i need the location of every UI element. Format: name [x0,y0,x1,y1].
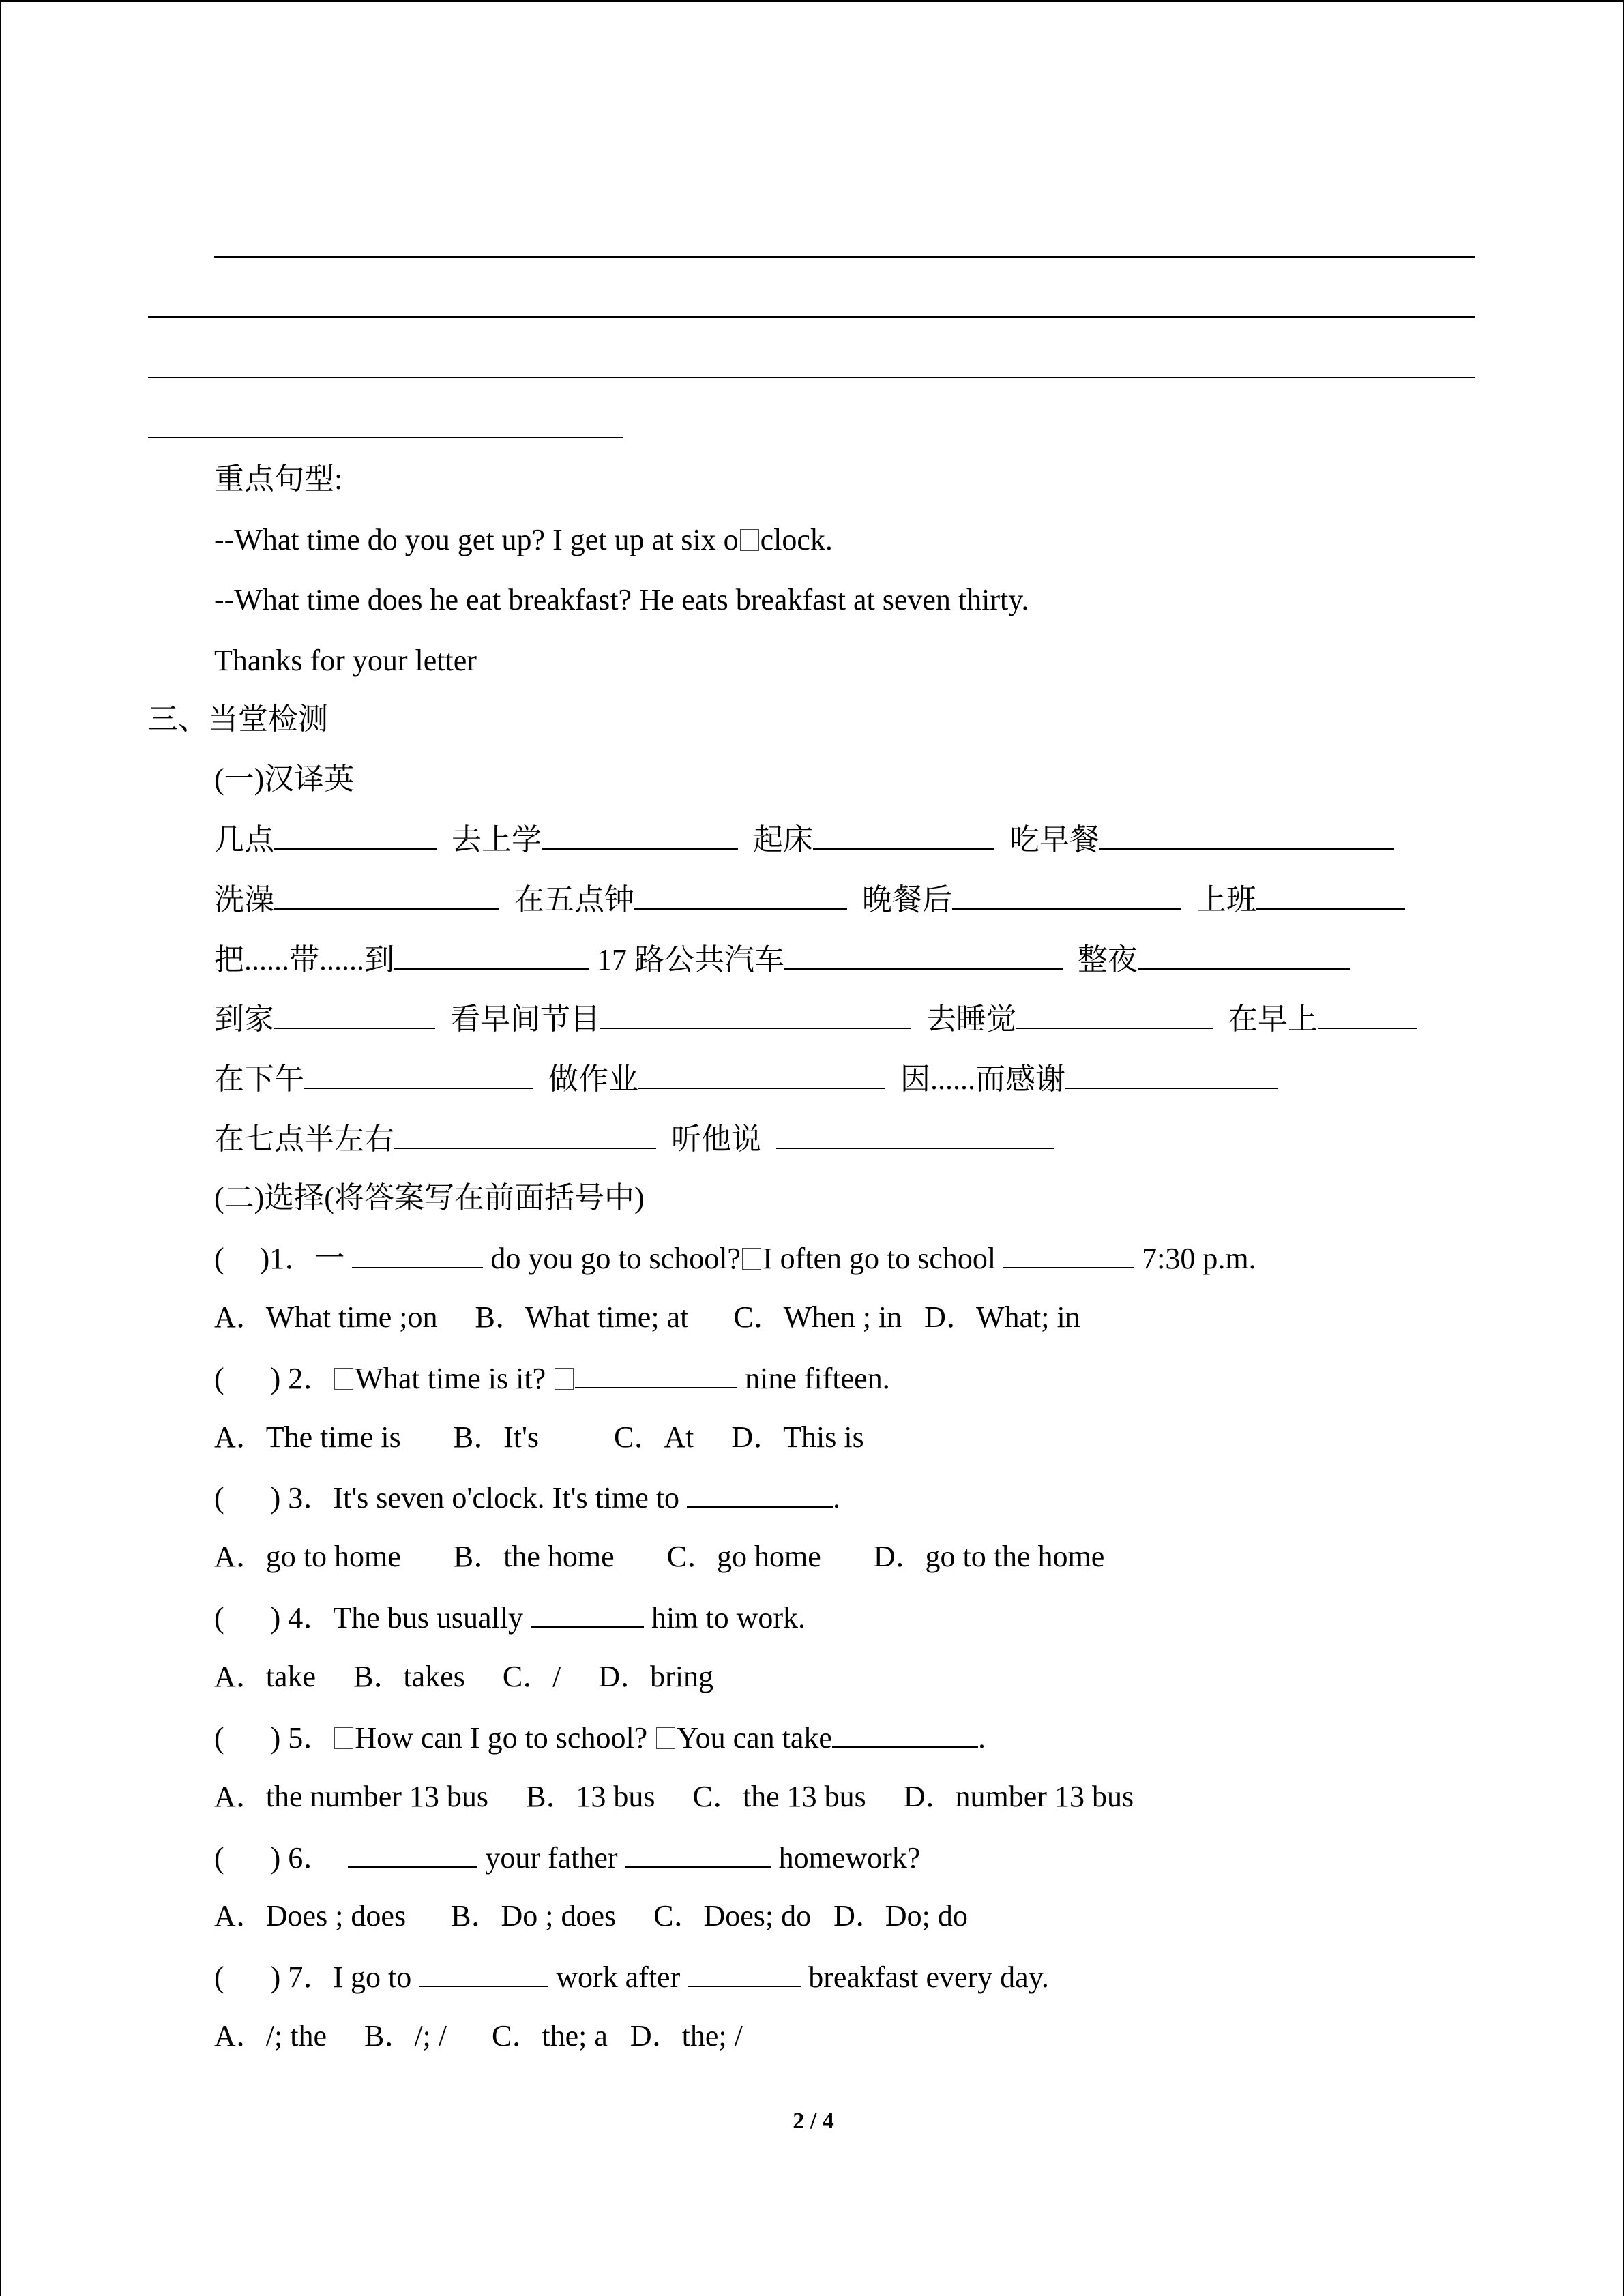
question-number: ) 7． [270,1960,334,1994]
question-text: breakfast every day. [808,1960,1049,1994]
option-c[interactable]: C．At [614,1420,694,1454]
answer-blank[interactable] [1256,878,1405,910]
answer-slot[interactable] [224,1598,271,1628]
fill-blank[interactable] [575,1357,737,1388]
question-1-options [214,1297,1080,1338]
term: 在七点半左右 [214,1122,394,1156]
answer-blank[interactable] [1138,938,1350,970]
question-2-options [214,1417,864,1458]
answer-blank[interactable] [952,878,1181,910]
term: 上班 [1196,883,1256,916]
option-b[interactable]: B．13 bus [526,1780,655,1813]
option-d[interactable]: D．What; in [924,1300,1080,1334]
term: 听他说 [671,1122,761,1156]
question-text: How can I go to school? [355,1721,648,1755]
answer-blank[interactable] [394,938,589,970]
missing-glyph-box [740,529,759,551]
option-a[interactable]: A．/; the [214,2019,327,2053]
term: 起床 [753,823,813,856]
writing-line [148,377,1475,378]
answer-blank[interactable] [274,998,435,1029]
term: 把......带......到 [214,943,394,976]
writing-line [148,316,1475,318]
answer-paren: ( [214,1721,224,1755]
answer-slot[interactable] [224,1238,260,1268]
option-b[interactable]: B．It's [453,1420,540,1454]
translation-row-5 [214,1058,1278,1100]
translation-row-3 [214,938,1350,981]
term: 17 路公共汽车 [597,943,784,976]
term: 在下午 [214,1062,304,1096]
option-a[interactable]: A．What time ;on [214,1300,438,1334]
question-text: your father [485,1841,618,1875]
option-b[interactable]: B．the home [453,1540,615,1573]
question-number: ) 6． [270,1841,334,1875]
dash: 一 [314,1242,345,1275]
question-7-options [214,2016,743,2057]
answer-blank[interactable] [1016,998,1213,1029]
question-text: 7:30 p.m. [1142,1242,1256,1275]
term: 晚餐后 [862,883,952,916]
answer-slot[interactable] [224,1838,271,1868]
question-text: homework? [778,1841,921,1875]
writing-line [214,256,1475,258]
answer-blank[interactable] [1065,1058,1278,1089]
missing-glyph-box [656,1727,675,1749]
key-sentence-1-end: clock. [760,523,833,556]
answer-blank[interactable] [274,878,499,910]
term: 去上学 [452,823,542,856]
question-5-options [214,1776,1134,1817]
question-text: . [833,1481,840,1515]
answer-blank[interactable] [776,1118,1054,1149]
option-c[interactable]: C．Does; do [653,1899,812,1933]
question-number: ) 5． [270,1721,334,1755]
answer-blank[interactable] [638,1058,885,1089]
question-text: . [977,1721,986,1755]
option-c[interactable]: C．the 13 bus [692,1780,866,1813]
question-text: nine fifteen. [745,1362,890,1395]
translation-row-2 [214,878,1405,921]
answer-blank[interactable] [600,998,911,1029]
part-1-title: (一)汉译英 [214,762,355,796]
missing-glyph-box [555,1368,574,1390]
key-sentence-1 [214,520,833,561]
translation-row-6 [214,1118,1054,1160]
term: 在五点钟 [514,883,634,916]
question-text: You can take [677,1721,832,1755]
question-3 [214,1476,840,1519]
term: 看早间节目 [450,1002,600,1036]
writing-line [148,437,623,438]
option-b[interactable]: B．What time; at [475,1300,689,1334]
missing-glyph-box [334,1727,353,1749]
fill-blank[interactable] [832,1716,978,1748]
answer-blank[interactable] [304,1058,533,1089]
fill-blank[interactable] [419,1956,548,1987]
answer-slot[interactable] [224,1358,271,1388]
key-sentence-1-text: --What time do you get up? I get up at six o [214,523,739,556]
option-c[interactable]: C．the; a [492,2019,608,2053]
answer-paren: ( [214,1601,224,1635]
answer-blank[interactable] [1099,818,1394,850]
fill-blank[interactable] [1003,1237,1134,1268]
answer-slot[interactable] [224,1478,271,1508]
fill-blank[interactable] [352,1237,483,1268]
fill-blank[interactable] [625,1836,771,1868]
option-d[interactable]: D．number 13 bus [903,1780,1134,1813]
missing-glyph-box [334,1368,353,1390]
question-4-options [214,1656,713,1697]
question-text: I go to [333,1960,412,1994]
term: 因......而感谢 [900,1062,1065,1096]
option-d[interactable]: D．Do; do [833,1899,968,1933]
question-number: ) 4． [270,1601,334,1635]
option-d[interactable]: D．This is [731,1420,864,1454]
answer-slot[interactable] [224,1718,271,1748]
fill-blank[interactable] [348,1836,477,1868]
question-text: The bus usually [333,1601,523,1635]
option-a[interactable]: A．Does ; does [214,1899,407,1933]
option-d[interactable]: D．bring [598,1660,714,1693]
answer-blank[interactable] [1318,998,1417,1029]
question-text: What time is it? [355,1362,546,1395]
translation-row-1 [214,818,1394,861]
question-text: work after [556,1960,681,1994]
option-d[interactable]: D．go to the home [873,1540,1105,1573]
translation-row-4 [214,998,1417,1040]
option-b[interactable]: B．takes [353,1660,465,1693]
answer-blank[interactable] [542,818,738,850]
question-6 [214,1836,920,1879]
option-b[interactable]: B．/; / [364,2019,447,2053]
term: 到家 [214,1002,274,1036]
question-6-options [214,1896,968,1937]
option-c[interactable]: C．go home [666,1540,821,1573]
part-2-title: (二)选择(将答案写在前面括号中) [214,1181,645,1214]
question-5 [214,1716,986,1759]
question-number: ) 3． [270,1481,334,1515]
answer-blank[interactable] [634,878,847,910]
answer-blank[interactable] [274,818,437,850]
answer-paren: ( [214,1841,224,1875]
fill-blank[interactable] [688,1956,801,1987]
answer-slot[interactable] [224,1957,271,1987]
term: 吃早餐 [1009,823,1099,856]
question-text: I often go to school [762,1242,996,1275]
option-c[interactable]: C．When ; in [733,1300,902,1334]
term: 去睡觉 [926,1002,1016,1036]
question-number: )1． [259,1242,315,1275]
term: 整夜 [1078,943,1138,976]
question-text: It's seven o'clock. It's time to [333,1481,679,1515]
missing-glyph-box [742,1248,761,1270]
option-d[interactable]: D．the; / [630,2019,743,2053]
answer-blank[interactable] [394,1118,656,1149]
term: 在早上 [1228,1002,1318,1036]
answer-paren: ( [214,1362,224,1395]
section-3-title: 三、当堂检测 [148,702,328,736]
term: 做作业 [548,1062,638,1096]
option-a[interactable]: A．take [214,1660,316,1693]
answer-blank[interactable] [784,938,1063,970]
answer-blank[interactable] [813,818,994,850]
option-a[interactable]: A．the number 13 bus [214,1780,489,1813]
question-7 [214,1956,1049,1998]
question-2 [214,1357,890,1399]
question-number: ) 2． [270,1362,334,1395]
term: 洗澡 [214,883,274,916]
term: 几点 [214,823,274,856]
answer-paren: ( [214,1481,224,1515]
key-sentence-2: --What time does he eat breakfast? He eats breakfast at seven thirty. [214,583,1029,616]
question-1 [214,1237,1256,1279]
answer-paren: ( [214,1242,224,1275]
option-c[interactable]: C．/ [502,1660,561,1693]
fill-blank[interactable] [687,1476,833,1508]
question-text: do you go to school? [490,1242,741,1275]
page-number: 2 / 4 [793,2108,834,2134]
answer-paren: ( [214,1960,224,1994]
fill-blank[interactable] [531,1596,644,1628]
option-a[interactable]: A．The time is [214,1420,401,1454]
question-4 [214,1596,806,1639]
option-b[interactable]: B．Do ; does [451,1899,617,1933]
question-text: him to work. [651,1601,806,1635]
key-sentences-heading: 重点句型: [214,462,343,496]
option-a[interactable]: A．go to home [214,1540,401,1573]
key-sentence-3: Thanks for your letter [214,644,477,677]
question-3-options [214,1536,1104,1577]
